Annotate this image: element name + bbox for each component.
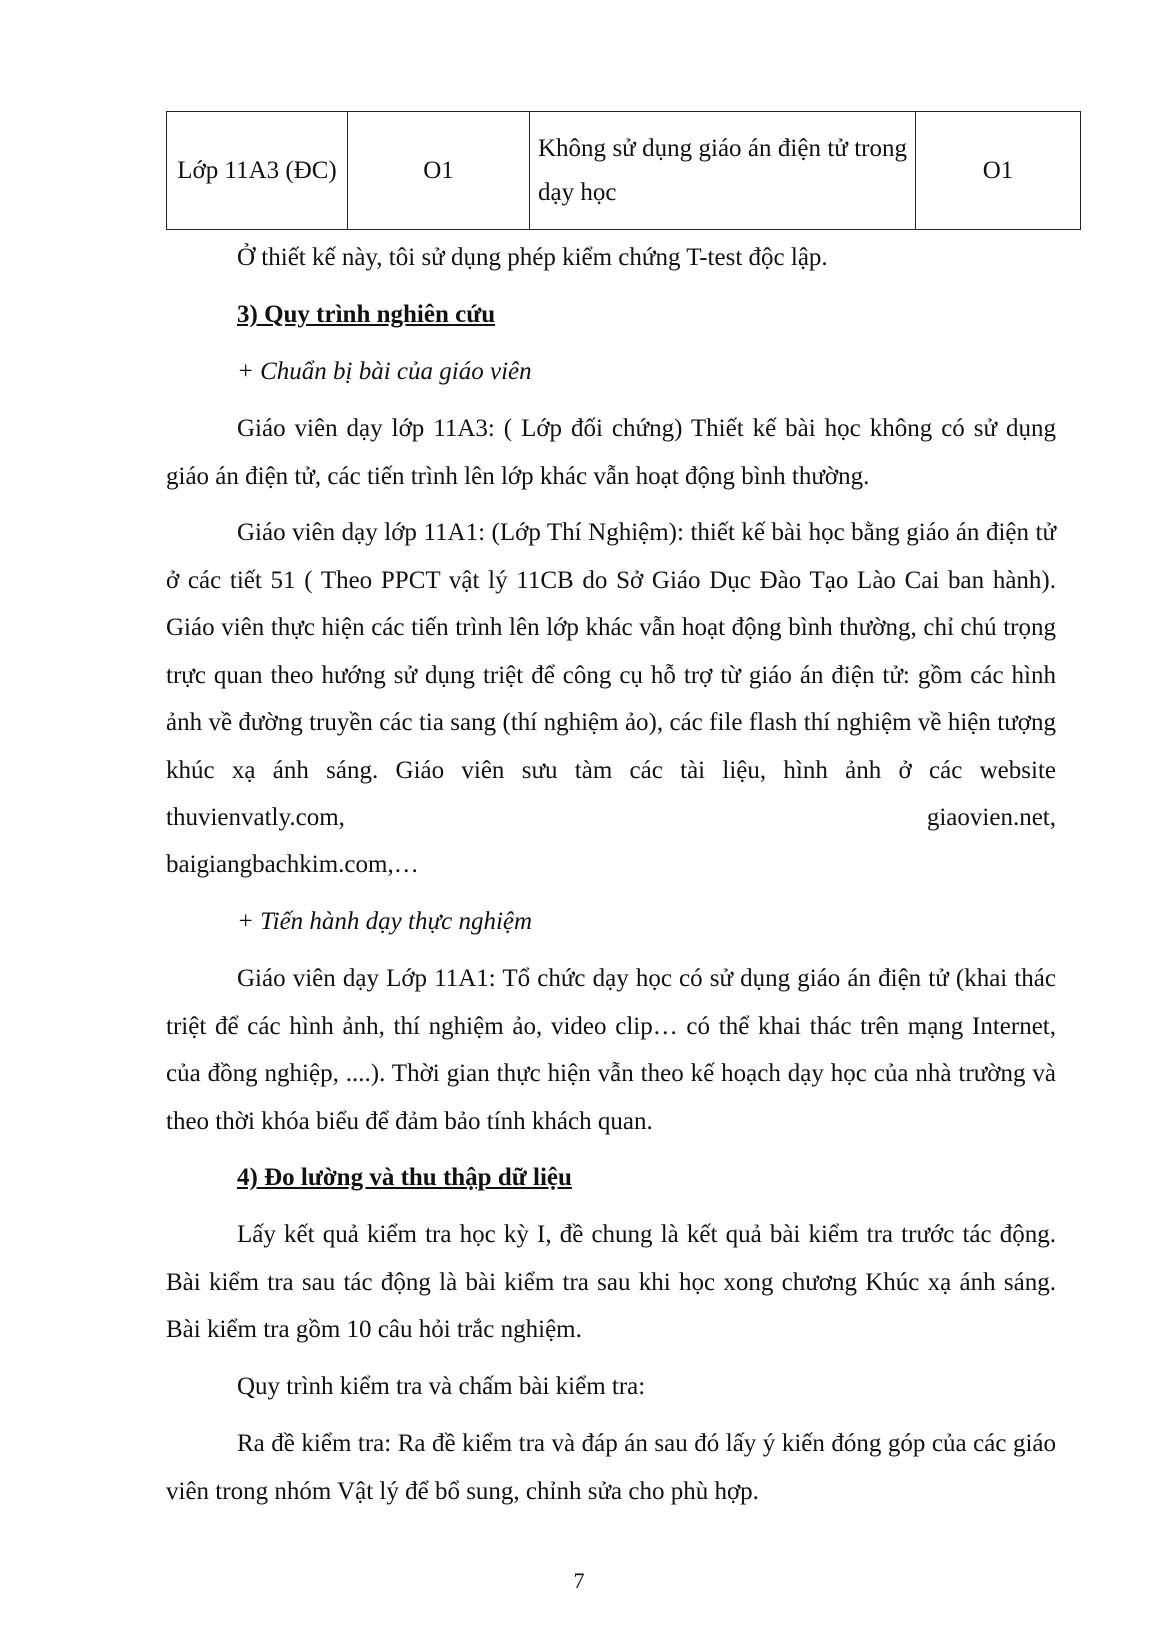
paragraph-experimental-class: Giáo viên dạy lớp 11A1: (Lớp Thí Nghiệm): thiết kế bài học bằng giáo án điện tử ở các tiết 51 ( Theo PPCT vật lý 11CB do Sở Giáo Dục Đào Tạo Lào Cai ban hành). Giáo viên thực hiện các tiến trình lên lớp khác vẫn hoạt động bình thường, chỉ chú trọng trực quan theo hướng sử dụng triệt để công cụ hỗ trợ từ giáo án điện tử: gồm các hình ảnh về đường truyền các tia sang (thí nghiệm ảo), các file flash thí nghiệm về hiện tượng khúc xạ ánh sáng. Giáo viên sưu tàm các tài liệu, hình ảnh ở các website thuvienvatly.com, giaovien.net, [166,519,1056,831]
paragraph-test-procedure: Quy trình kiểm tra và chấm bài kiểm tra: [237,1373,646,1400]
paragraph-control-class: Giáo viên dạy lớp 11A3: ( Lớp đối chứng) Thiết kế bài học không có sử dụng giáo án điện tử, các tiến trình lên lớp khác vẫn hoạt động bình thường. [166,415,1056,490]
research-design-table [166,111,1081,230]
paragraph-experimental-class-end: baigiangbachkim.com,… [166,851,419,878]
paragraph-test-results: Lấy kết quả kiểm tra học kỳ I, đề chung là kết quả bài kiểm tra trước tác động. Bài kiểm tra sau tác động là bài kiểm tra sau khi học xong chương Khúc xạ ánh sáng. Bài kiểm tra gồm 10 câu hỏi trắc nghiệm. [166,1221,1056,1343]
paragraph-experimental-teaching: Giáo viên dạy Lớp 11A1: Tổ chức dạy học có sử dụng giáo án điện tử (khai thác triệt để các hình ảnh, thí nghiệm ảo, video clip… có thể khai thác trên mạng Internet, của đồng nghiệp, ....). Thời gian thực hiện vẫn theo kế hoạch dạy học của nhà trường và theo thời khóa biểu để đảm bảo tính khách quan. [166,965,1056,1135]
section-heading-measurement: 4) Đo lường và thu thập dữ liệu [237,1164,572,1191]
page-number: 7 [573,1568,585,1593]
table-row [167,112,1081,230]
posttest-cell: O1 [916,112,1081,230]
subheading-experimental-teaching: + Tiến hành dạy thực nghiệm [237,908,533,935]
intervention-cell: Không sử dụng giáo án điện tử trong dạy học [530,112,916,230]
pretest-cell: O1 [348,112,530,230]
paragraph-ttest: Ở thiết kế này, tôi sử dụng phép kiểm chứng T-test độc lập. [237,244,828,271]
class-name-cell: Lớp 11A3 (ĐC) [167,112,348,230]
paragraph-test-preparation: Ra đề kiểm tra: Ra đề kiểm tra và đáp án sau đó lấy ý kiến đóng góp của các giáo viên trong nhóm Vật lý để bổ sung, chỉnh sửa cho phù hợp. [166,1430,1056,1505]
section-heading-research-process: 3) Quy trình nghiên cứu [237,301,496,328]
subheading-teacher-preparation: + Chuẩn bị bài của giáo viên [237,358,532,385]
